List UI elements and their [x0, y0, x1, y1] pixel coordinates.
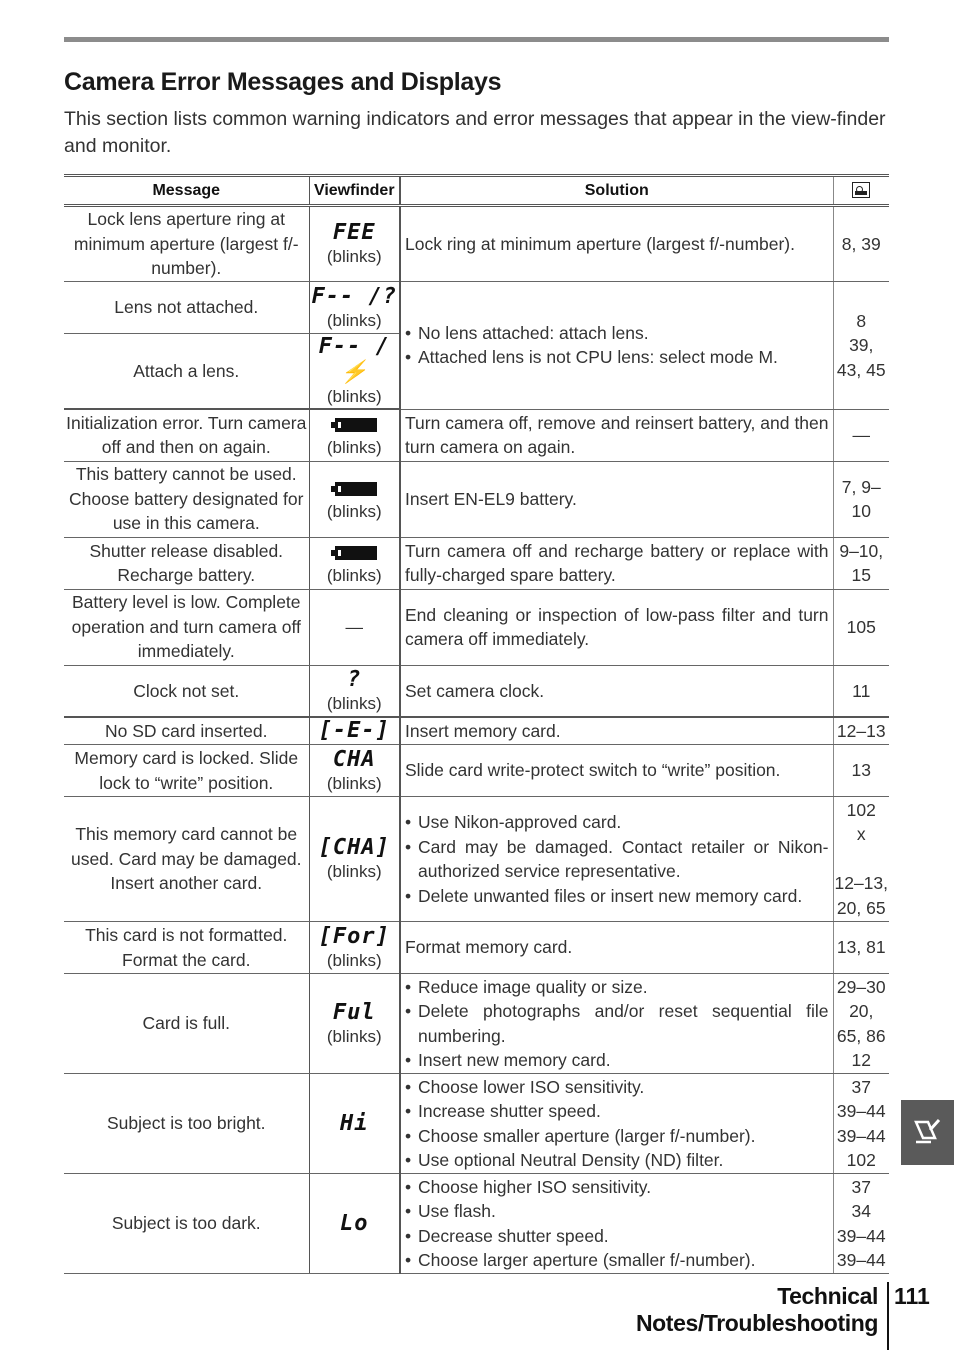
- table-row: [64, 745, 889, 797]
- page-reference-icon: [852, 182, 870, 198]
- battery-icon: [331, 482, 377, 496]
- solution-cell: Slide card write-protect switch to “write” position.: [400, 745, 833, 797]
- reference-cell: —: [833, 409, 889, 461]
- reference-cell: 13: [833, 745, 889, 797]
- intro-paragraph: This section lists common warning indicators and error messages that appear in the view-finder and monitor.: [64, 108, 886, 157]
- troubleshooting-tab-icon: [913, 1118, 941, 1146]
- battery-icon: [331, 546, 377, 560]
- reference-value: 39–44: [836, 1101, 886, 1121]
- blinks-label: (blinks): [326, 693, 382, 713]
- solution-cell: Insert EN-EL9 battery.: [400, 461, 833, 537]
- message-cell: This card is not formatted. Format the card.: [64, 922, 309, 974]
- section-side-tab[interactable]: [901, 1100, 954, 1165]
- page-title: Camera Error Messages and Displays: [64, 68, 502, 96]
- reference-cell: 7, 9–10: [833, 461, 889, 537]
- solution-item: • Reduce image quality or size.: [405, 975, 829, 1000]
- reference-value: 20,: [849, 1001, 874, 1021]
- section-title: Technical Notes/Troubleshooting: [635, 1283, 878, 1336]
- reference-cell: [833, 1074, 889, 1174]
- solution-cell: Turn camera off, remove and reinsert battery, and then turn camera on again.: [400, 409, 833, 461]
- message-cell: Initialization error. Turn camera off and then on again.: [64, 409, 309, 461]
- reference-value: 8: [856, 310, 867, 331]
- table-header-row: [64, 176, 889, 206]
- solution-item: • Attached lens is not CPU lens: select mode M.: [405, 345, 829, 370]
- viewfinder-cell: [309, 717, 400, 745]
- table-row: [64, 461, 889, 537]
- reference-cell: 8, 39: [833, 206, 889, 282]
- reference-value: 34: [851, 1201, 871, 1221]
- solution-item: • Choose larger aperture (smaller f/-number).: [405, 1248, 829, 1273]
- reference-value: 37: [851, 1176, 871, 1197]
- table-row: [64, 797, 889, 922]
- blinks-label: (blinks): [326, 565, 382, 585]
- viewfinder-cell: [309, 206, 400, 282]
- table-row: [64, 717, 889, 745]
- solution-cell: [400, 1174, 833, 1274]
- table-row: [64, 1074, 889, 1174]
- message-cell: This memory card cannot be used. Card may be damaged. Insert another card.: [64, 797, 309, 922]
- solution-item: • Decrease shutter speed.: [405, 1224, 829, 1249]
- viewfinder-display: Hi: [340, 1110, 369, 1136]
- reference-value: 20, 65: [836, 897, 886, 918]
- blinks-label: (blinks): [326, 387, 382, 406]
- solution-item: • Delete photographs and/or reset sequential file numbering.: [405, 999, 829, 1048]
- message-cell: Subject is too dark.: [64, 1174, 309, 1274]
- table-row: [64, 282, 889, 334]
- reference-value: 43, 45: [836, 359, 886, 380]
- table-row: [64, 409, 889, 461]
- table-row: [64, 589, 889, 665]
- solution-item: • Choose higher ISO sensitivity.: [405, 1175, 829, 1200]
- solution-cell: Lock ring at minimum aperture (largest f/-number).: [400, 206, 833, 282]
- table-row: [64, 1174, 889, 1274]
- message-cell: No SD card inserted.: [64, 717, 309, 745]
- solution-item: • Use optional Neutral Density (ND) filter.: [405, 1148, 829, 1173]
- blinks-label: (blinks): [326, 773, 382, 793]
- reference-value: 65, 86: [836, 1025, 886, 1046]
- viewfinder-display: Ful: [332, 999, 376, 1025]
- viewfinder-cell: [309, 334, 400, 410]
- header-viewfinder: Viewfinder: [309, 176, 400, 206]
- reference-cell: 12–13: [833, 717, 889, 745]
- solution-cell: End cleaning or inspection of low-pass filter and turn camera off immediately.: [400, 589, 833, 665]
- viewfinder-cell: [309, 974, 400, 1074]
- blinks-label: (blinks): [326, 950, 382, 970]
- blinks-label: (blinks): [326, 1026, 382, 1046]
- viewfinder-display: Lo: [340, 1210, 369, 1236]
- blinks-label: (blinks): [326, 437, 382, 457]
- message-cell: Attach a lens.: [64, 334, 309, 410]
- viewfinder-cell: [309, 1074, 400, 1174]
- viewfinder-cell: [309, 797, 400, 922]
- solution-item: • Use flash.: [405, 1199, 829, 1224]
- reference-cell: 13, 81: [833, 922, 889, 974]
- solution-item: • Choose smaller aperture (larger f/-number).: [405, 1124, 829, 1149]
- blinks-label: (blinks): [326, 310, 382, 330]
- viewfinder-cell: [309, 745, 400, 797]
- page-number: 111: [894, 1283, 930, 1309]
- table-row: [64, 206, 889, 282]
- reference-value: 12: [851, 1050, 871, 1070]
- viewfinder-cell: [309, 409, 400, 461]
- header-message: Message: [64, 176, 309, 206]
- footer-divider: [887, 1282, 889, 1350]
- viewfinder-cell: [309, 665, 400, 717]
- message-cell: Clock not set.: [64, 665, 309, 717]
- solution-cell: [400, 974, 833, 1074]
- viewfinder-display: [CHA]: [318, 835, 390, 860]
- message-cell: Lens not attached.: [64, 282, 309, 334]
- reference-value: 39–44: [836, 1225, 886, 1246]
- solution-item: • Choose lower ISO sensitivity.: [405, 1075, 829, 1100]
- reference-cell: [833, 282, 889, 410]
- top-rule: [64, 37, 889, 42]
- header-solution: Solution: [400, 176, 833, 206]
- reference-value: 39–44: [836, 1250, 886, 1270]
- reference-cell: [833, 797, 889, 922]
- reference-cell: 9–10, 15: [833, 537, 889, 589]
- table-row: [64, 665, 889, 717]
- solution-item: • Insert new memory card.: [405, 1048, 829, 1073]
- viewfinder-display: [For]: [318, 923, 390, 949]
- blinks-label: (blinks): [326, 247, 382, 266]
- battery-icon: [331, 418, 377, 432]
- viewfinder-display: CHA: [332, 746, 376, 772]
- message-cell: Lock lens aperture ring at minimum aperture (largest f/-number).: [64, 206, 309, 282]
- solution-cell: [400, 1074, 833, 1174]
- table-row: [64, 537, 889, 589]
- viewfinder-cell: [309, 461, 400, 537]
- reference-value: 37: [851, 1076, 871, 1097]
- reference-value: 39,: [849, 335, 874, 355]
- viewfinder-display: F-- /?: [311, 283, 397, 309]
- header-reference: [833, 176, 889, 206]
- solution-item: • Delete unwanted files or insert new memory card.: [405, 884, 829, 909]
- solution-cell: [400, 797, 833, 922]
- reference-cell: [833, 1174, 889, 1274]
- message-cell: Shutter release disabled. Recharge battery.: [64, 537, 309, 589]
- viewfinder-display: [-E-]: [318, 718, 390, 743]
- message-cell: This battery cannot be used. Choose battery designated for use in this camera.: [64, 461, 309, 537]
- message-cell: Subject is too bright.: [64, 1074, 309, 1174]
- viewfinder-cell: [309, 537, 400, 589]
- solution-cell: [400, 282, 833, 410]
- viewfinder-display: FEE: [332, 220, 376, 245]
- solution-cell: Format memory card.: [400, 922, 833, 974]
- viewfinder-cell: [309, 922, 400, 974]
- reference-cell: [833, 974, 889, 1074]
- viewfinder-cell: [309, 1174, 400, 1274]
- viewfinder-display: F-- /⚡: [318, 334, 390, 385]
- viewfinder-cell: [309, 282, 400, 334]
- message-cell: Card is full.: [64, 974, 309, 1074]
- reference-value: 12–13,: [834, 873, 889, 894]
- solution-cell: Insert memory card.: [400, 717, 833, 745]
- solution-item: • Use Nikon-approved card.: [405, 810, 829, 835]
- reference-cell: 105: [833, 589, 889, 665]
- viewfinder-cell: —: [309, 589, 400, 665]
- reference-value: 102: [846, 799, 876, 820]
- blinks-label: (blinks): [326, 862, 382, 881]
- reference-value: 29–30: [836, 976, 886, 997]
- reference-value: 102: [846, 1150, 876, 1170]
- solution-item: • Increase shutter speed.: [405, 1099, 829, 1124]
- solution-cell: Turn camera off and recharge battery or replace with fully-charged spare battery.: [400, 537, 833, 589]
- message-cell: Battery level is low. Complete operation and turn camera off immediately.: [64, 589, 309, 665]
- table-row: [64, 974, 889, 1074]
- reference-value: x: [856, 824, 866, 845]
- reference-value: [834, 847, 890, 872]
- viewfinder-display: ?: [347, 666, 362, 692]
- error-messages-table: [64, 174, 889, 1274]
- reference-cell: 11: [833, 665, 889, 717]
- message-cell: Memory card is locked. Slide lock to “write” position.: [64, 745, 309, 797]
- table-row: [64, 922, 889, 974]
- reference-value: 39–44: [836, 1125, 886, 1146]
- solution-item: • No lens attached: attach lens.: [405, 321, 829, 346]
- blinks-label: (blinks): [326, 501, 382, 521]
- solution-cell: Set camera clock.: [400, 665, 833, 717]
- solution-item: • Card may be damaged. Contact retailer or Nikon-authorized service representative.: [405, 835, 829, 884]
